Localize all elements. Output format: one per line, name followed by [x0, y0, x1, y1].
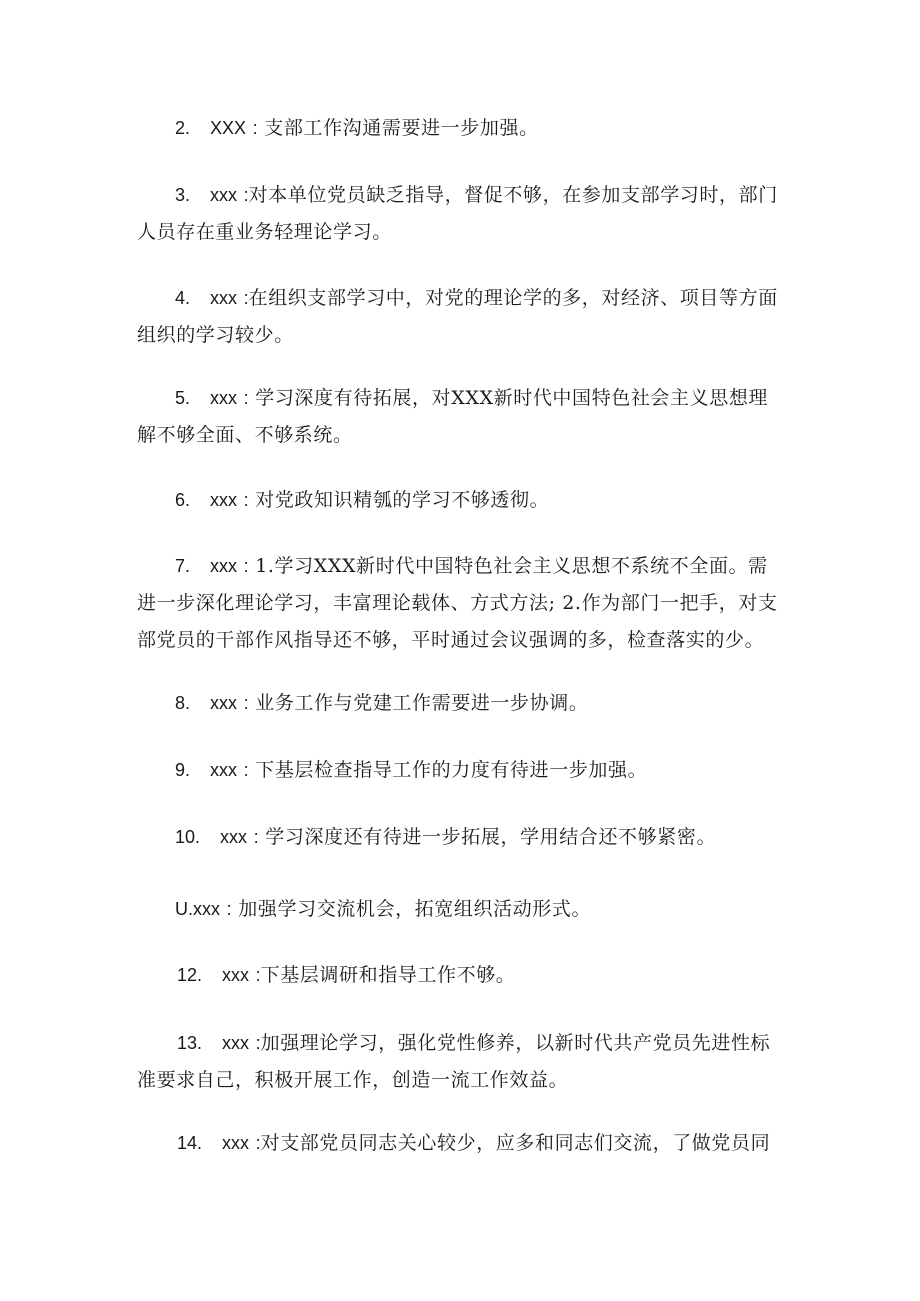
list-item	[137, 685, 787, 722]
item-number: 10.	[175, 827, 201, 847]
item-text: 对本单位党员缺乏指导，督促不够，在参加支部学习时，部门人员存在重业务轻理论学习。	[137, 184, 778, 243]
item-number: 8.	[175, 693, 191, 713]
item-separator: :	[243, 760, 249, 780]
list-item	[137, 752, 787, 789]
list-item	[137, 177, 787, 251]
item-text: 业务工作与党建工作需要进一步协调。	[255, 692, 589, 714]
item-text: 加强学习交流机会，拓宽组织活动形式。	[238, 898, 592, 920]
item-number: U.	[175, 899, 193, 919]
item-name: xxx	[193, 899, 220, 919]
item-name: xxx	[209, 556, 237, 576]
item-separator: :	[243, 185, 249, 205]
item-text: 1.学习XXX新时代中国特色社会主义思想不系统不全面。需进一步深化理论学习，丰富理论载体、方式方法; 2.作为部门一把手，对支部党员的干部作风指导还不够，平时通过会议强调的多，检查落实的少。	[137, 555, 778, 651]
item-text: 对党政知识精瓠的学习不够透彻。	[255, 489, 550, 511]
item-separator: :	[243, 388, 249, 408]
item-name: xxx	[209, 388, 237, 408]
item-name: xxx	[209, 288, 237, 308]
item-text: 下基层调研和指导工作不够。	[260, 964, 516, 986]
item-text: 学习深度还有待进一步拓展，学用结合还不够紧密。	[265, 826, 717, 848]
item-name: xxx	[221, 965, 249, 985]
list-item	[137, 280, 787, 354]
item-name: xxx	[209, 185, 237, 205]
item-name: xxx	[219, 827, 247, 847]
item-separator: :	[243, 490, 249, 510]
item-text: 加强理论学习，强化党性修养，以新时代共产党员先进性标准要求自己，积极开展工作，创造一流工作效益。	[137, 1032, 771, 1091]
item-text: 支部工作沟通需要进一步加强。	[264, 117, 539, 139]
item-number: 5.	[175, 388, 191, 408]
item-number: 13.	[177, 1033, 203, 1053]
item-name: xxx	[209, 490, 237, 510]
item-separator: :	[243, 556, 249, 576]
list-item	[137, 1125, 787, 1162]
list-item	[137, 1025, 787, 1099]
item-text: 下基层检查指导工作的力度有待进一步加强。	[255, 759, 648, 781]
item-separator: :	[243, 288, 249, 308]
list-item	[137, 548, 787, 659]
item-separator: :	[255, 1133, 261, 1153]
item-number: 9.	[175, 760, 191, 780]
item-name: xxx	[221, 1133, 249, 1153]
list-item	[137, 110, 787, 147]
item-text: 学习深度有待拓展，对XXX新时代中国特色社会主义思想理解不够全面、不够系统。	[137, 387, 769, 446]
item-text: 在组织支部学习中，对党的理论学的多，对经济、项目等方面组织的学习较少。	[137, 287, 778, 346]
item-name: xxx	[209, 760, 237, 780]
item-number: 6.	[175, 490, 191, 510]
item-name: xxx	[209, 693, 237, 713]
item-separator: :	[226, 899, 232, 919]
item-number: 7.	[175, 556, 191, 576]
item-number: 12.	[177, 965, 203, 985]
list-item	[137, 482, 787, 519]
item-number: 4.	[175, 288, 191, 308]
item-number: 14.	[177, 1133, 203, 1153]
item-separator: :	[253, 827, 259, 847]
item-name: xxx	[221, 1033, 249, 1053]
item-text: 对支部党员同志关心较少，应多和同志们交流，了做党员同	[260, 1132, 771, 1154]
item-number: 2.	[175, 118, 191, 138]
list-item	[137, 891, 787, 928]
item-name: XXX	[209, 118, 246, 138]
item-separator: :	[255, 1033, 261, 1053]
item-separator: :	[255, 965, 261, 985]
item-separator: :	[252, 118, 258, 138]
list-item	[137, 819, 787, 856]
list-item	[137, 380, 787, 454]
item-number: 3.	[175, 185, 191, 205]
item-separator: :	[243, 693, 249, 713]
list-item	[137, 957, 787, 994]
